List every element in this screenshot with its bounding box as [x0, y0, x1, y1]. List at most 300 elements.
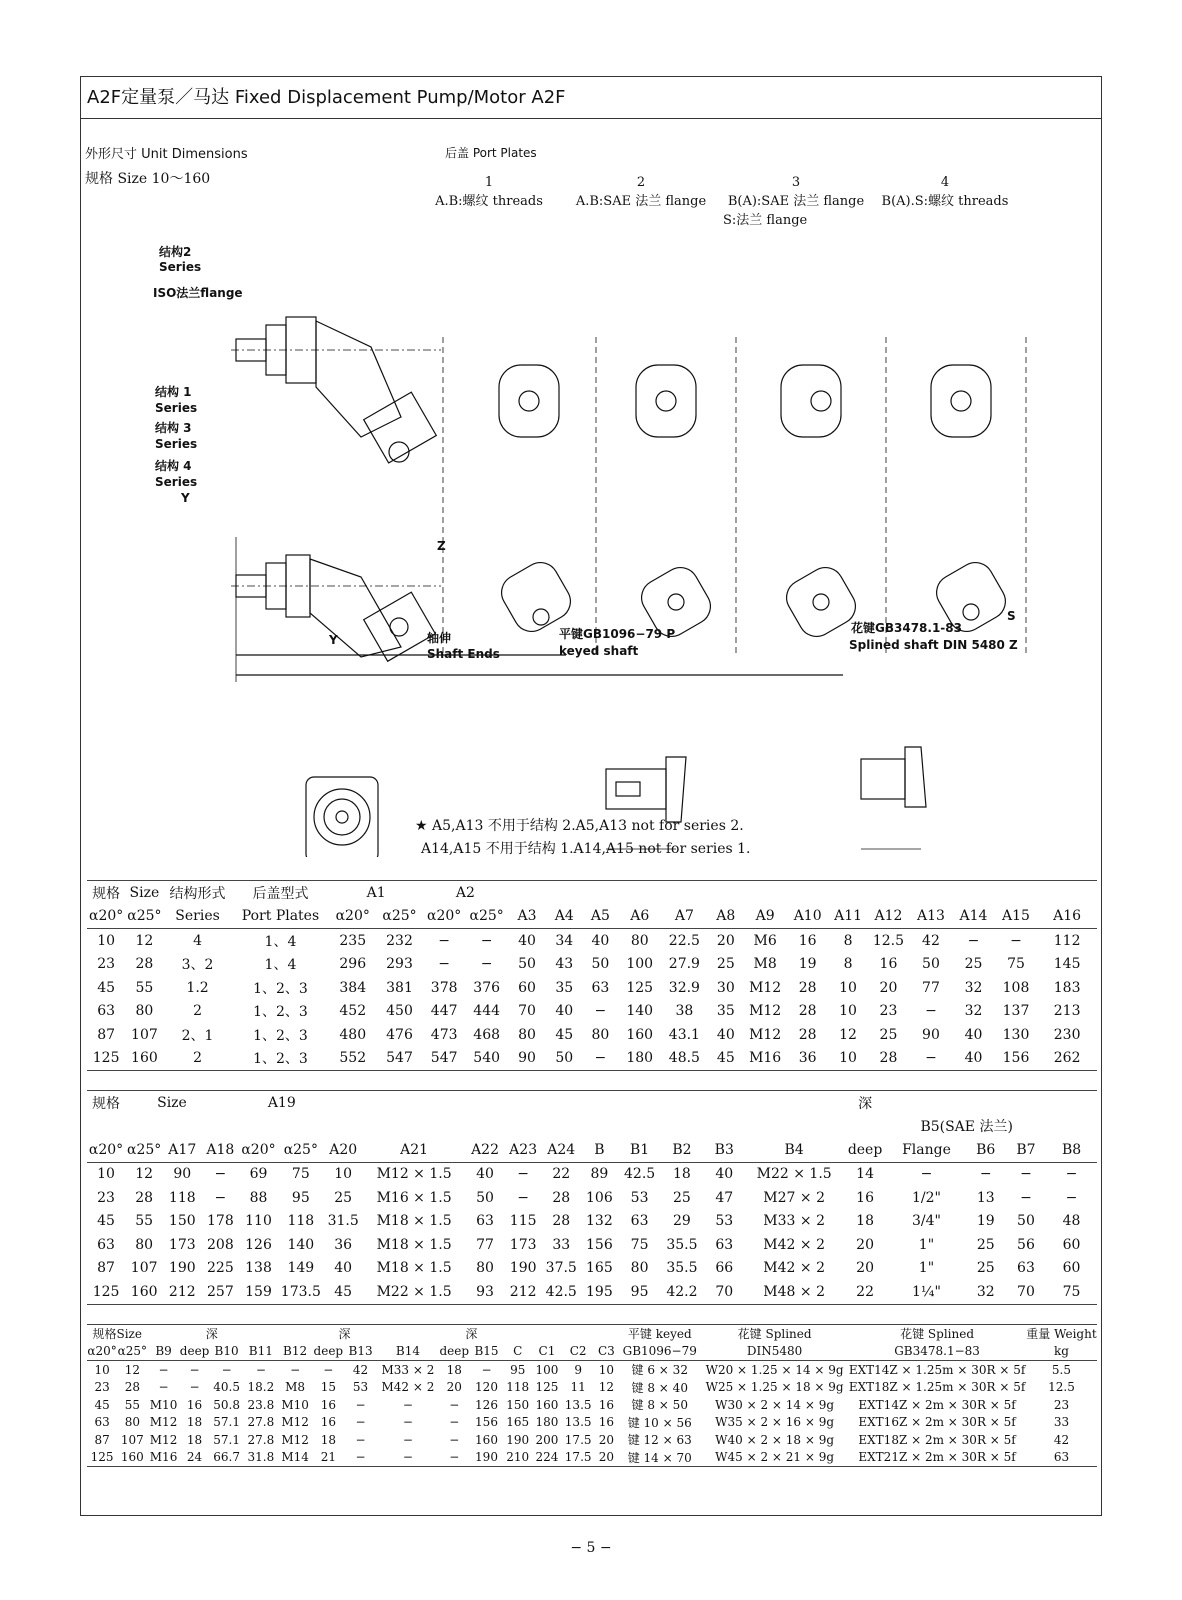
table-cell: − [438, 932, 451, 949]
table-cell: 1、2、3 [253, 980, 308, 997]
table-cell: 键 6 × 32 [631, 1363, 688, 1378]
table-cell: 66.7 [209, 1449, 243, 1467]
table2-col-header: B4 [745, 1138, 842, 1162]
table-cell: 键 8 × 40 [631, 1380, 688, 1395]
table3-col-header: GB1096−79 [618, 1343, 701, 1361]
page-number: − 5 − [570, 1540, 612, 1556]
table-cell: 35.5 [666, 1260, 698, 1277]
table-cell: 160 [117, 1449, 147, 1467]
table-cell: M48 × 2 [745, 1280, 842, 1304]
table-cell: − [221, 1362, 232, 1377]
keyed-shaft-label: 平键GB1096−79 P [559, 627, 676, 641]
table-cell: 8 [843, 932, 853, 949]
table3-col-header: B14 [377, 1343, 439, 1361]
table-cell: 4 [193, 932, 202, 949]
table-cell: 156 [475, 1415, 498, 1430]
table-cell: 190 [509, 1260, 537, 1277]
table-cell: − [439, 1449, 469, 1467]
table-cell: 34 [555, 932, 574, 949]
table-row [87, 1361, 1097, 1379]
table1-body [87, 929, 1097, 1071]
table-cell: M10 [149, 1397, 178, 1412]
table-cell: 16 [879, 956, 898, 973]
table-cell: 137 [1002, 1003, 1030, 1020]
table-cell: 150 [506, 1397, 530, 1412]
table-cell: 130 [1002, 1026, 1030, 1043]
table-cell: 19 [976, 1213, 995, 1230]
table-cell: 70 [1006, 1280, 1046, 1304]
table-cell: − [355, 1397, 366, 1412]
table2-col-header: B6 [966, 1138, 1006, 1162]
table-cell: 2、1 [181, 1027, 214, 1044]
table-cell: 178 [207, 1213, 234, 1230]
table-cell: 118 [506, 1380, 530, 1395]
table-cell: 10 [97, 932, 116, 949]
table3-col-header: kg [1026, 1343, 1097, 1361]
t3-h-deep2: 深 [312, 1325, 376, 1343]
table-cell: 296 [339, 956, 367, 973]
series1-en-label: Series [155, 401, 198, 415]
table-cell: 80 [630, 1260, 649, 1277]
table-cell: M42 × 2 [763, 1236, 825, 1253]
table-cell: − [967, 932, 980, 949]
table-cell: 190 [168, 1260, 196, 1277]
table-cell: 53 [630, 1189, 649, 1206]
table-cell: 1、2、3 [253, 1004, 308, 1021]
table-cell: 29 [673, 1213, 691, 1230]
table3-col-header: deep [439, 1343, 469, 1361]
table-cell: 10 [97, 1166, 115, 1183]
table-row [87, 1000, 1097, 1024]
table-cell: M12 [749, 979, 782, 996]
table-cell: W45 × 2 × 21 × 9g [701, 1449, 848, 1467]
table1-col-header: α25° [125, 905, 163, 929]
table-cell: 547 [376, 1047, 423, 1071]
table-cell: 13.5 [564, 1415, 592, 1430]
table-cell: 42 [352, 1362, 369, 1377]
table-cell: 476 [386, 1026, 413, 1043]
table1-col-header: Port Plates [232, 905, 330, 929]
table-cell: 22 [843, 1280, 887, 1304]
t3-h-splined-din: 花键 Splined [701, 1325, 848, 1343]
table1-col-header: A16 [1037, 905, 1097, 929]
table-cell: − [290, 1362, 301, 1377]
table-cell: 50 [922, 956, 940, 973]
table-cell: 95 [510, 1362, 526, 1377]
table2-col-header: B8 [1046, 1138, 1097, 1162]
table-cell: 56 [1017, 1236, 1035, 1253]
table-cell: − [355, 1432, 366, 1447]
size-range-label: 规格 Size 10～160 [85, 171, 211, 187]
table-cell: 25 [716, 956, 735, 973]
table-cell: 63 [630, 1213, 649, 1230]
table3-col-header: C2 [562, 1343, 594, 1361]
table-cell: 11 [570, 1380, 586, 1395]
table-cell: − [323, 1362, 334, 1377]
table-cell: 100 [626, 956, 654, 973]
table1-col-header: A7 [661, 905, 708, 929]
table-cell: 80 [135, 1003, 154, 1020]
table-cell: 36 [334, 1236, 353, 1253]
table-cell: 25 [976, 1236, 995, 1253]
table-cell: 28 [867, 1047, 910, 1071]
table-cell: 45 [555, 1026, 574, 1043]
table-cell: 173.5 [278, 1280, 325, 1304]
table-cell: 12 [598, 1380, 614, 1395]
table-cell: 28 [798, 1026, 817, 1043]
table-cell: 2 [193, 1003, 202, 1020]
table-cell: 90 [173, 1166, 192, 1183]
table-cell: 75 [1046, 1280, 1097, 1304]
table2-col-header: A22 [466, 1138, 504, 1162]
table1-col-header: A13 [910, 905, 953, 929]
table-cell: 16 [320, 1415, 336, 1430]
note-2: A14,A15 不用于结构 1.A14,A15 not for series 1. [421, 841, 751, 857]
table-cell: 18 [673, 1166, 691, 1183]
table-cell: 120 [475, 1380, 498, 1395]
table-cell: 262 [1037, 1047, 1097, 1071]
table-cell: 20 [856, 1260, 874, 1277]
dimensions-table-3 [87, 1324, 1097, 1467]
table-cell: 100 [535, 1362, 559, 1377]
table-row [87, 929, 1097, 953]
table-cell: 1¼" [887, 1280, 965, 1304]
table-cell: 40.5 [213, 1380, 240, 1395]
table3-col-header: B10 [209, 1343, 243, 1361]
table-cell: 50 [518, 956, 536, 973]
table-row [87, 1186, 1097, 1210]
page-frame [80, 76, 1102, 1516]
table-cell: 43 [555, 956, 574, 973]
port-plate-views-top [443, 337, 1026, 657]
table2-col-header: deep [843, 1138, 887, 1162]
table-cell: 150 [168, 1213, 196, 1230]
table-cell: 160 [535, 1397, 559, 1412]
table-cell: 118 [168, 1189, 196, 1206]
table-cell: 20 [856, 1236, 874, 1253]
table-cell: − [449, 1415, 460, 1430]
table-cell: 3、2 [181, 957, 214, 974]
t1-h-series: 结构形式 [164, 881, 232, 905]
table-cell: 125 [535, 1380, 559, 1395]
table-cell: 63 [1026, 1449, 1097, 1467]
table-cell: 13 [976, 1189, 995, 1206]
table-cell: 75 [291, 1166, 310, 1183]
port-plate-1: 1 A.B:螺纹 threads [435, 175, 543, 209]
table-cell: 55 [135, 979, 154, 996]
table-cell: 75 [1007, 956, 1025, 973]
table-cell: 48 [1062, 1213, 1081, 1230]
table-cell: 480 [339, 1026, 367, 1043]
table-cell: − [979, 1166, 992, 1183]
table-cell: − [481, 1362, 492, 1377]
series4-en-label: Series [155, 475, 198, 489]
table-cell: 160 [125, 1047, 163, 1071]
series4-label: 结构 4 [155, 459, 192, 473]
table-cell: 75 [630, 1236, 649, 1253]
table1-col-header: A3 [508, 905, 546, 929]
table3-col-header: B12 [278, 1343, 312, 1361]
table-cell: − [517, 1166, 530, 1183]
t3-h-keyed: 平键 keyed [618, 1325, 701, 1343]
table-cell: 16 [186, 1397, 203, 1412]
table-cell: 32.9 [668, 979, 700, 996]
t1-h-a2: A2 [423, 881, 508, 905]
table-cell: 70 [518, 1003, 536, 1020]
table3-col-header: DIN5480 [701, 1343, 848, 1361]
table-cell: 31.8 [244, 1449, 278, 1467]
table-cell: 63 [591, 979, 610, 996]
table-cell: 28 [798, 1003, 817, 1020]
table-cell: − [214, 1166, 227, 1183]
table-cell: 28 [135, 956, 154, 973]
table2-col-header: α20° [239, 1138, 277, 1162]
table-cell: M12 [281, 1415, 309, 1430]
table-cell: 77 [476, 1236, 494, 1253]
table-cell: 87 [94, 1432, 110, 1447]
table-cell: 3/4" [911, 1213, 941, 1230]
table-cell: 18 [856, 1213, 874, 1230]
table-cell: 36 [786, 1047, 829, 1071]
table-cell: 293 [386, 956, 413, 973]
table-cell: 42 [922, 932, 940, 949]
table3-col-header: C [504, 1343, 532, 1361]
table2-col-header: A23 [504, 1138, 542, 1162]
table-cell: M33 × 2 [381, 1362, 435, 1377]
table-cell: − [449, 1432, 460, 1447]
table-row [87, 1431, 1097, 1449]
note-1: ★ A5,A13 不用于结构 2.A5,A13 not for series 2. [415, 818, 744, 834]
table-cell: 447 [430, 1003, 458, 1020]
table-cell: 107 [131, 1026, 158, 1043]
table1-col-header: α20° [329, 905, 376, 929]
table-cell: 17.5 [562, 1449, 594, 1467]
table-cell: 22 [552, 1166, 571, 1183]
table2-col-header: A18 [201, 1138, 239, 1162]
table-cell: 232 [386, 932, 413, 949]
table-cell: 126 [475, 1397, 498, 1412]
table-cell: 450 [386, 1003, 413, 1020]
table-cell: W30 × 2 × 14 × 9g [715, 1397, 835, 1412]
table-cell: M8 [285, 1380, 306, 1395]
table-cell: 190 [469, 1449, 503, 1467]
table-cell: 159 [239, 1280, 277, 1304]
table-cell: 138 [245, 1260, 272, 1277]
table-cell: 25 [673, 1189, 691, 1206]
table-row [87, 976, 1097, 1000]
t1-h-portplates: 后盖型式 [232, 881, 330, 905]
table-cell: EXT16Z × 2m × 30R × 5f [858, 1415, 1016, 1430]
table-cell: 183 [1053, 979, 1081, 996]
table-row [87, 1162, 1097, 1186]
table-cell: 27.8 [247, 1432, 275, 1447]
table-cell: 30 [716, 979, 735, 996]
table-cell: M27 × 2 [763, 1189, 825, 1206]
table-cell: 27.8 [247, 1415, 275, 1430]
table-cell: 45 [97, 979, 116, 996]
table-cell: 88 [249, 1189, 268, 1206]
table-row [87, 1023, 1097, 1047]
table-cell: 200 [535, 1432, 559, 1447]
splined-shaft-label: 花键GB3478.1-83 [851, 621, 962, 635]
splined-shaft-en-label: Splined shaft DIN 5480 Z [849, 638, 1018, 652]
table-cell: 125 [87, 1047, 125, 1071]
table-cell: 140 [287, 1236, 315, 1253]
table-cell: 12 [839, 1026, 857, 1043]
table-cell: 57.1 [213, 1415, 240, 1430]
table2-col-header: A17 [163, 1138, 201, 1162]
table-cell: M33 × 2 [763, 1213, 825, 1230]
table-cell: 1、2、3 [253, 1027, 308, 1044]
table-cell: 110 [245, 1213, 272, 1230]
table-cell: 80 [591, 1026, 610, 1043]
table-cell: 12 [135, 1166, 154, 1183]
table-cell: 118 [287, 1213, 315, 1230]
table-cell: M12 [749, 1003, 782, 1020]
t3-h-deep1: 深 [180, 1325, 244, 1343]
table-cell: 8 [843, 956, 853, 973]
table-cell: − [377, 1449, 439, 1467]
port-plate-2: 2 A.B:SAE 法兰 flange [575, 175, 707, 209]
table-cell: − [449, 1397, 460, 1412]
table-cell: 2 [164, 1047, 232, 1071]
table-cell: 42.5 [624, 1166, 656, 1183]
table-cell: 40 [952, 1047, 995, 1071]
table-cell: 112 [1053, 932, 1081, 949]
table3-col-header: α25° [117, 1343, 147, 1361]
table-cell: − [355, 1415, 366, 1430]
table-cell: 1、2、3 [232, 1047, 330, 1071]
table-cell: 190 [506, 1432, 530, 1447]
table-cell: − [594, 1003, 607, 1020]
table-cell: 45 [708, 1047, 744, 1071]
table-cell: 16 [856, 1189, 874, 1206]
t2-h-a19: A19 [239, 1091, 324, 1115]
shaft-ends-label: 轴伸 [427, 631, 452, 645]
z-marker: Z [437, 539, 446, 553]
table-cell: 80 [518, 1026, 536, 1043]
table-cell: 165 [586, 1260, 613, 1277]
table-cell: 18 [446, 1362, 462, 1377]
table-cell: 95 [291, 1189, 310, 1206]
table-cell: 9 [574, 1362, 582, 1377]
table3-col-header: C3 [594, 1343, 618, 1361]
table-cell: 212 [504, 1280, 542, 1304]
table-cell: 16 [598, 1415, 614, 1430]
table-cell: EXT18Z × 1.25m × 30R × 5f [848, 1380, 1026, 1395]
port-plate-4: 4 B(A).S:螺纹 threads [881, 175, 1009, 209]
table-cell: M12 [749, 1026, 782, 1043]
table-cell: − [402, 1397, 413, 1412]
table-cell: 156 [995, 1047, 1038, 1071]
pump-series2-drawing [231, 317, 441, 463]
t1-h-size-en: Size [125, 881, 163, 905]
table-cell: 90 [922, 1026, 940, 1043]
table-cell: 63 [97, 1236, 115, 1253]
iso-flange-label: ISO法兰flange [153, 286, 243, 300]
table-cell: 208 [207, 1236, 234, 1253]
table-cell: 20 [879, 979, 898, 996]
table-cell: 16 [598, 1397, 614, 1412]
table-cell: 126 [245, 1236, 272, 1253]
table-cell: 53 [352, 1380, 369, 1395]
table-cell: W35 × 2 × 16 × 9g [715, 1415, 835, 1430]
table-cell: 40 [518, 932, 536, 949]
table-cell: EXT21Z × 2m × 30R × 5f [848, 1449, 1026, 1467]
table-cell: 378 [430, 979, 458, 996]
table-cell: 468 [473, 1026, 501, 1043]
table-cell: M22 × 1.5 [362, 1280, 466, 1304]
s-marker: S [1007, 609, 1016, 623]
table-cell: 42 [1053, 1432, 1070, 1447]
table1-col-header: A15 [995, 905, 1038, 929]
table-cell: − [1020, 1189, 1032, 1206]
t3-h-size: 规格Size [87, 1325, 147, 1343]
table-cell: 89 [590, 1166, 609, 1183]
t3-h-splined-gb: 花键 Splined [848, 1325, 1026, 1343]
table-cell: − [344, 1449, 376, 1467]
table-cell: 47 [715, 1189, 734, 1206]
table-cell: 15 [320, 1380, 336, 1395]
table-cell: 20 [716, 932, 735, 949]
t1-h-size-cn: 规格 [87, 881, 125, 905]
table-cell: 5.5 [1051, 1362, 1072, 1377]
splined-shaft-drawing [861, 747, 926, 849]
t2-h-b5: B5(SAE 法兰) [920, 1119, 1013, 1136]
table2-col-header: B1 [618, 1138, 660, 1162]
table1-col-header: α20° [423, 905, 466, 929]
table-cell: 60 [518, 979, 536, 996]
table-row [87, 1280, 1097, 1304]
table3-col-header: C1 [532, 1343, 562, 1361]
table-cell: 225 [207, 1260, 234, 1277]
table-cell: M12 × 1.5 [376, 1166, 452, 1183]
table-cell: 32 [966, 1280, 1006, 1304]
table-cell: − [480, 956, 493, 973]
table-cell: − [1065, 1189, 1078, 1206]
table-cell: 40 [591, 932, 610, 949]
table-cell: 145 [1053, 956, 1081, 973]
table1-col-header: A6 [618, 905, 661, 929]
table-cell: 32 [964, 979, 983, 996]
table-cell: 42.5 [542, 1280, 580, 1304]
table3-col-header: B9 [147, 1343, 179, 1361]
table-cell: 35 [555, 979, 574, 996]
series1-label: 结构 1 [155, 385, 192, 399]
table-cell: EXT18Z × 2m × 30R × 5f [858, 1432, 1016, 1447]
table-cell: 156 [586, 1236, 613, 1253]
table-cell: 键 8 × 50 [631, 1398, 688, 1413]
keyed-shaft-drawing [606, 757, 686, 849]
table-cell: 165 [506, 1415, 530, 1430]
table-cell: 28 [552, 1189, 571, 1206]
table-cell: 50 [546, 1047, 582, 1071]
table1-col-header: A8 [708, 905, 744, 929]
table-cell: 90 [508, 1047, 546, 1071]
table-cell: 25 [879, 1026, 898, 1043]
table3-header-row-2 [87, 1343, 1097, 1361]
table-cell: 180 [535, 1415, 559, 1430]
table-cell: 173 [168, 1236, 196, 1253]
table-cell: 20 [598, 1432, 614, 1447]
table-cell: 1、4 [264, 933, 297, 950]
table-cell: 540 [465, 1047, 508, 1071]
table-row [87, 953, 1097, 977]
table-cell: 53 [715, 1213, 734, 1230]
table-cell: 1/2" [911, 1189, 941, 1206]
table-cell: 444 [473, 1003, 501, 1020]
table-cell: 160 [626, 1026, 654, 1043]
